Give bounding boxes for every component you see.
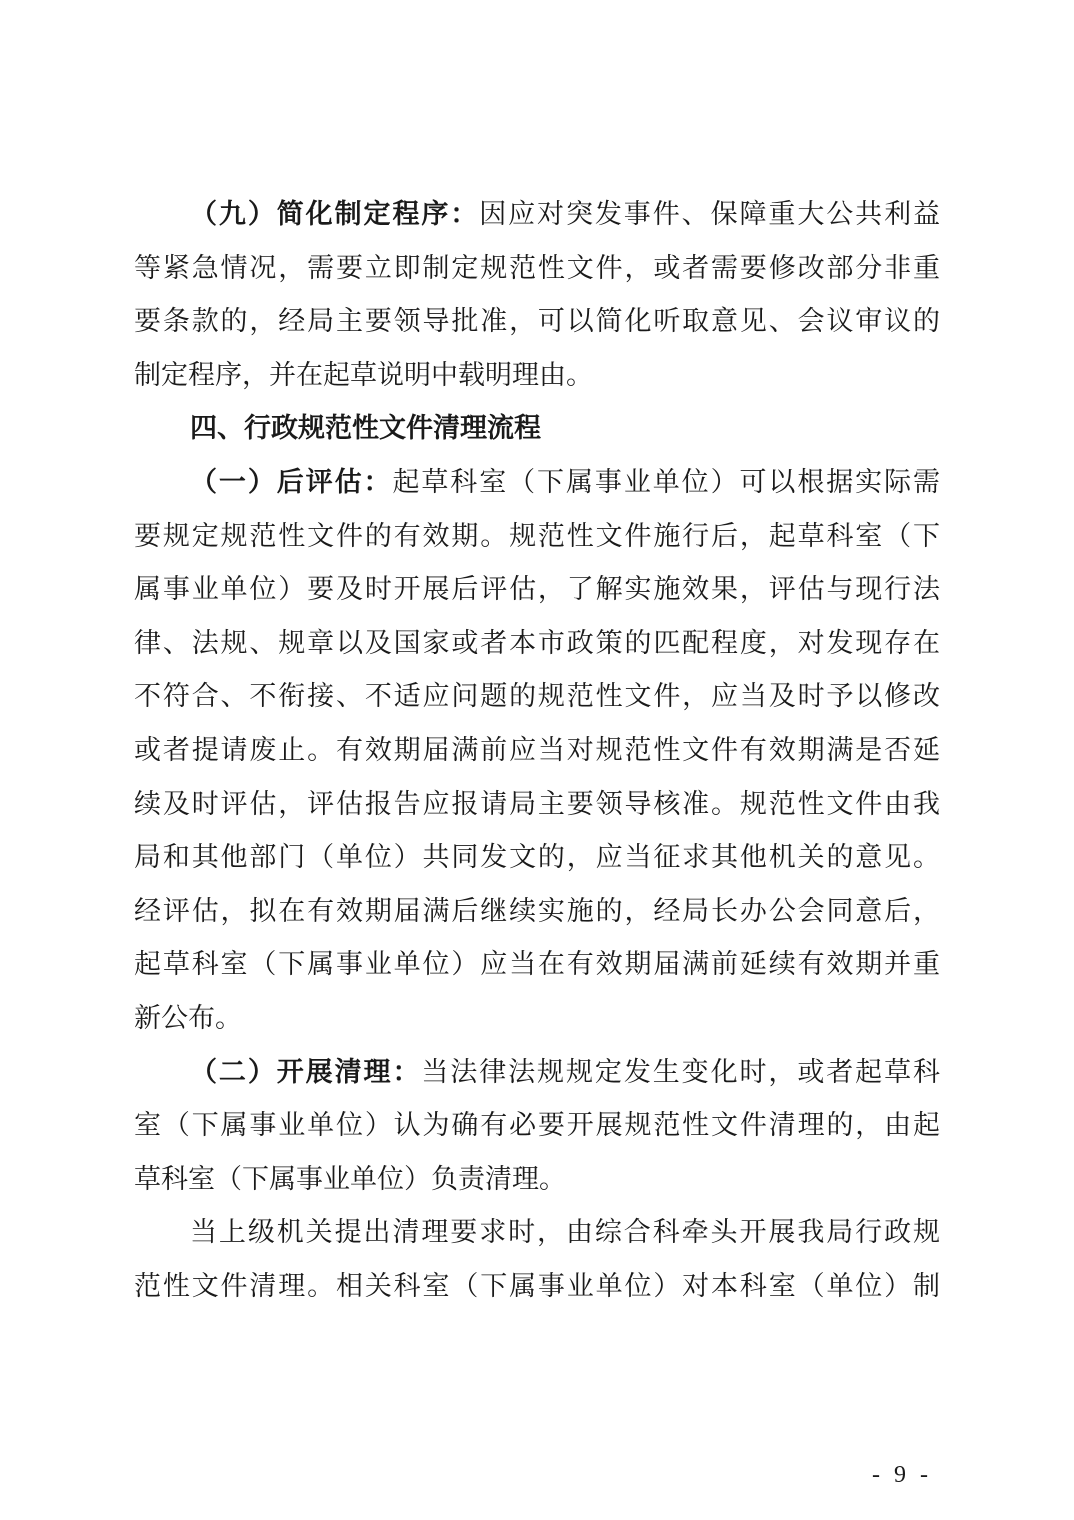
paragraph-1-line: 或者提请废止。有效期届满前应当对规范性文件有效期满是否延 — [134, 734, 940, 766]
paragraph-1-line: 律、法规、规章以及国家或者本市政策的匹配程度，对发现存在 — [134, 627, 940, 659]
paragraph-9-line: 要条款的，经局主要领导批准，可以简化听取意见、会议审议的 — [134, 306, 940, 338]
paragraph-1-label: （一）后评估： — [190, 466, 393, 498]
paragraph-9-line: 等紧急情况，需要立即制定规范性文件，或者需要修改部分非重 — [134, 252, 940, 284]
paragraph-1-line: 新公布。 — [134, 1002, 242, 1034]
paragraph-9-line: 制定程序，并在起草说明中载明理由。 — [134, 359, 593, 391]
paragraph-9-line: （九）简化制定程序：因应对突发事件、保障重大公共利益 — [190, 199, 940, 230]
page-number: - 9 - — [872, 1462, 932, 1488]
paragraph-1-line: 经评估，拟在有效期届满后继续实施的，经局长办公会同意后， — [134, 895, 940, 927]
paragraph-3-line: 当上级机关提出清理要求时，由综合科牵头开展我局行政规 — [190, 1217, 940, 1249]
paragraph-1-line: 属事业单位）要及时开展后评估，了解实施效果，评估与现行法 — [134, 574, 940, 606]
section-heading: 四、行政规范性文件清理流程 — [190, 413, 541, 445]
document-body — [134, 188, 940, 1313]
paragraph-1-line: （一）后评估：起草科室（下属事业单位）可以根据实际需 — [190, 466, 940, 498]
paragraph-2-line: （二）开展清理：当法律法规规定发生变化时，或者起草科 — [190, 1056, 940, 1088]
paragraph-2-line: 草科室（下属事业单位）负责清理。 — [134, 1163, 566, 1195]
paragraph-1-line: 不符合、不衔接、不适应问题的规范性文件，应当及时予以修改 — [134, 681, 940, 713]
paragraph-1-line: 要规定规范性文件的有效期。规范性文件施行后，起草科室（下 — [134, 520, 940, 552]
paragraph-9-label: （九）简化制定程序： — [190, 199, 480, 230]
paragraph-1-line: 起草科室（下属事业单位）应当在有效期届满前延续有效期并重 — [134, 949, 940, 981]
paragraph-1-line: 局和其他部门（单位）共同发文的，应当征求其他机关的意见。 — [134, 842, 940, 874]
paragraph-2-line: 室（下属事业单位）认为确有必要开展规范性文件清理的，由起 — [134, 1110, 940, 1142]
paragraph-1-line: 续及时评估，评估报告应报请局主要领导核准。规范性文件由我 — [134, 788, 940, 820]
paragraph-2-label: （二）开展清理： — [190, 1056, 422, 1088]
paragraph-3-line: 范性文件清理。相关科室（下属事业单位）对本科室（单位）制 — [134, 1270, 940, 1302]
